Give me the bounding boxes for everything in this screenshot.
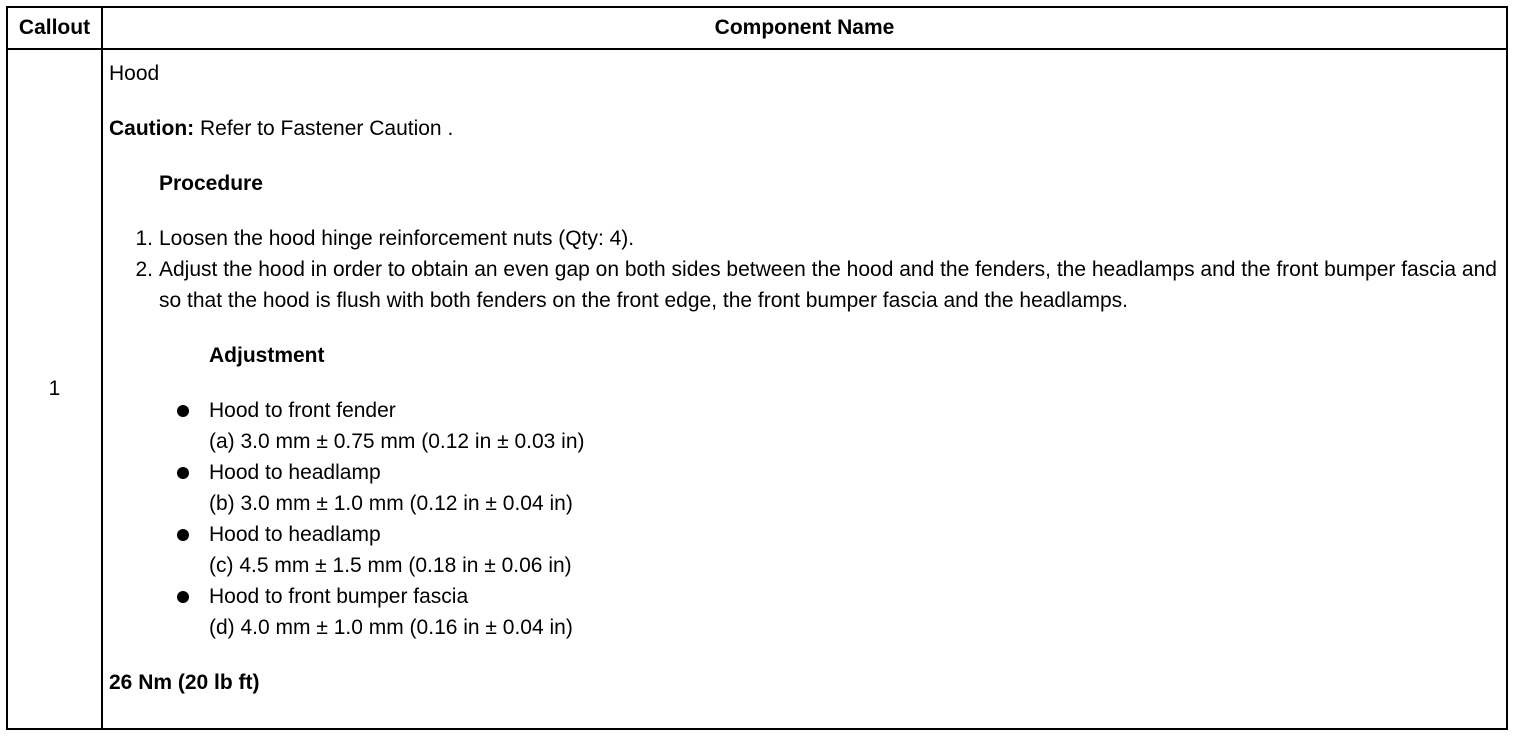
bullet-icon	[177, 467, 189, 479]
step-text: Loosen the hood hinge reinforcement nuts (Qty: 4).	[159, 227, 635, 250]
step-number: 2.	[135, 258, 153, 281]
list-item	[209, 395, 1500, 457]
caution-text: Refer to Fastener Caution .	[194, 117, 454, 140]
component-name-header: Component Name	[102, 7, 1507, 49]
torque-spec: 26 Nm (20 lb ft)	[109, 671, 260, 694]
adjustment-label: Hood to headlamp	[209, 461, 381, 484]
list-item	[209, 581, 1500, 643]
header-row	[7, 7, 1507, 49]
step-text: Adjust the hood in order to obtain an even gap on both sides between the hood and the fenders, the headlamps and the front bumper fascia and so that the hood is flush with both fenders on the front edge, the front bumper fascia and the headlamps.	[159, 258, 1497, 312]
bullet-icon	[177, 591, 189, 603]
list-item	[209, 519, 1500, 581]
caution-line	[109, 113, 1500, 144]
callout-header: Callout	[7, 7, 102, 49]
adjustment-spec: (a) 3.0 mm ± 0.75 mm (0.12 in ± 0.03 in)	[209, 430, 585, 453]
table-row	[7, 49, 1507, 729]
adjustment-spec: (b) 3.0 mm ± 1.0 mm (0.12 in ± 0.04 in)	[209, 492, 573, 515]
procedure-title: Procedure	[159, 172, 263, 195]
component-content	[102, 49, 1507, 729]
adjustment-spec: (d) 4.0 mm ± 1.0 mm (0.16 in ± 0.04 in)	[209, 616, 573, 639]
procedure-steps	[109, 223, 1500, 316]
component-name: Hood	[109, 62, 160, 85]
adjustment-list	[109, 395, 1500, 643]
procedure-step	[135, 223, 1500, 254]
list-item	[209, 457, 1500, 519]
procedure-step	[135, 254, 1500, 316]
adjustment-title: Adjustment	[209, 344, 325, 367]
bullet-icon	[177, 529, 189, 541]
caution-label: Caution:	[109, 117, 195, 140]
adjustment-label: Hood to front fender	[209, 399, 396, 422]
adjustment-spec: (c) 4.5 mm ± 1.5 mm (0.18 in ± 0.06 in)	[209, 554, 572, 577]
bullet-icon	[177, 405, 189, 417]
component-table	[6, 6, 1508, 730]
adjustment-label: Hood to headlamp	[209, 523, 381, 546]
adjustment-label: Hood to front bumper fascia	[209, 585, 469, 608]
callout-number: 1	[7, 49, 102, 729]
step-number: 1.	[135, 227, 153, 250]
